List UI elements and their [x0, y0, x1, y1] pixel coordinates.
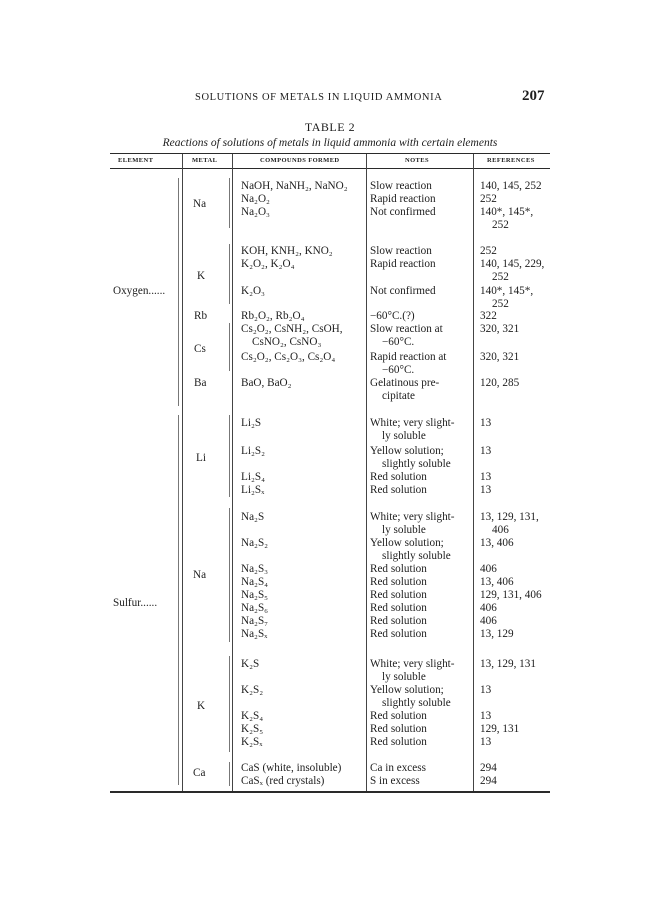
- note: Red solution: [370, 723, 427, 735]
- metal-na: Na: [193, 198, 207, 210]
- col-header-notes: NOTES: [405, 157, 430, 164]
- note: White; very slight-: [370, 417, 455, 429]
- col-header-element: ELEMENT: [118, 157, 154, 164]
- compound: Li₂S₂: [241, 445, 265, 457]
- metal-brace: [229, 508, 230, 642]
- compound: CaSₓ (red crystals): [241, 775, 325, 787]
- element-sulfur: Sulfur......: [113, 597, 158, 609]
- compound: Na₂Sₓ: [241, 628, 268, 640]
- note: Red solution: [370, 484, 427, 496]
- note: Not confirmed: [370, 285, 436, 297]
- reference: 13: [480, 684, 492, 696]
- metal-na: Na: [193, 569, 207, 581]
- note: Red solution: [370, 602, 427, 614]
- note: Ca in excess: [370, 762, 426, 774]
- col-divider: [473, 154, 474, 791]
- reference: 13: [480, 736, 492, 748]
- note: Rapid reaction: [370, 193, 436, 205]
- metal-rb: Rb: [194, 310, 208, 322]
- note: Slow reaction at: [370, 323, 443, 335]
- top-rule: [110, 153, 550, 154]
- note: Slow reaction: [370, 180, 432, 192]
- compound: Cs₂O₂, Cs₂O₃, Cs₂O₄: [241, 351, 336, 363]
- metal-li: Li: [196, 452, 206, 464]
- compound: CsNO₂, CsNO₃: [252, 336, 322, 348]
- reference: 252: [492, 271, 509, 283]
- metal-ca: Ca: [193, 767, 206, 779]
- col-divider: [366, 154, 367, 791]
- note: S in excess: [370, 775, 420, 787]
- compound: Na₂S₅: [241, 589, 269, 601]
- metal-brace: [229, 415, 230, 497]
- note: Yellow solution;: [370, 445, 444, 457]
- compound: Na₂S₄: [241, 576, 269, 588]
- compound: Li₂Sₓ: [241, 484, 265, 496]
- reference: 406: [492, 524, 509, 536]
- running-title: SOLUTIONS OF METALS IN LIQUID AMMONIA: [195, 92, 443, 103]
- metal-brace: [229, 656, 230, 752]
- compound: K₂S₂: [241, 684, 264, 696]
- note: Slow reaction: [370, 245, 432, 257]
- reference: 406: [480, 563, 497, 575]
- reference: 252: [480, 193, 497, 205]
- note: Red solution: [370, 576, 427, 588]
- note: Red solution: [370, 563, 427, 575]
- metal-ba: Ba: [194, 377, 207, 389]
- reference: 406: [480, 615, 497, 627]
- element-brace: [178, 415, 179, 785]
- table-caption: Reactions of solutions of metals in liquid ammonia with certain elements: [162, 137, 498, 149]
- compound: CaS (white, insoluble): [241, 762, 342, 774]
- note: −60°C.(?): [370, 310, 415, 322]
- note: cipitate: [382, 390, 415, 402]
- note: Yellow solution;: [370, 537, 444, 549]
- page-number: 207: [522, 88, 545, 104]
- compound: BaO, BaO₂: [241, 377, 292, 389]
- note: Red solution: [370, 736, 427, 748]
- col-divider: [232, 154, 233, 791]
- note: Gelatinous pre-: [370, 377, 440, 389]
- compound: Li₂S₄: [241, 471, 265, 483]
- reference: 252: [492, 219, 509, 231]
- reference: 252: [480, 245, 497, 257]
- metal-k: K: [197, 700, 206, 712]
- reference: 140, 145, 252: [480, 180, 542, 192]
- reference: 13, 129, 131,: [480, 511, 539, 523]
- reference: 294: [480, 762, 497, 774]
- reference: 120, 285: [480, 377, 520, 389]
- compound: Rb₂O₂, Rb₂O₄: [241, 310, 305, 322]
- col-header-metal: METAL: [192, 157, 218, 164]
- compound: Li₂S: [241, 417, 262, 429]
- note: Not confirmed: [370, 206, 436, 218]
- compound: Na₂S₃: [241, 563, 269, 575]
- note: slightly soluble: [382, 697, 451, 709]
- reference: 294: [480, 775, 497, 787]
- element-brace: [178, 178, 179, 406]
- reference: 406: [480, 602, 497, 614]
- metal-k: K: [197, 270, 206, 282]
- note: Red solution: [370, 471, 427, 483]
- reference: 140*, 145*,: [480, 206, 534, 218]
- note: slightly soluble: [382, 550, 451, 562]
- note: ly soluble: [382, 524, 426, 536]
- reference: 252: [492, 298, 509, 310]
- compound: K₂S₄: [241, 710, 264, 722]
- reference: 322: [480, 310, 497, 322]
- metal-brace: [229, 762, 230, 786]
- col-header-compounds: COMPOUNDS FORMED: [260, 157, 340, 164]
- note: Rapid reaction at: [370, 351, 447, 363]
- note: slightly soluble: [382, 458, 451, 470]
- compound: Na₂S: [241, 511, 265, 523]
- compound: K₂Sₓ: [241, 736, 263, 748]
- note: Red solution: [370, 628, 427, 640]
- reference: 140, 145, 229,: [480, 258, 545, 270]
- compound: K₂S: [241, 658, 260, 670]
- compound: Na₂S₇: [241, 615, 269, 627]
- note: ly soluble: [382, 671, 426, 683]
- note: −60°C.: [382, 336, 415, 348]
- header-rule: [110, 168, 550, 169]
- reference: 13: [480, 710, 492, 722]
- note: White; very slight-: [370, 658, 455, 670]
- note: Red solution: [370, 710, 427, 722]
- reference: 13, 129, 131: [480, 658, 536, 670]
- reference: 13: [480, 417, 492, 429]
- reference: 13, 129: [480, 628, 514, 640]
- table-title: TABLE 2: [304, 120, 356, 134]
- metal-brace: [229, 323, 230, 371]
- reference: 320, 321: [480, 323, 520, 335]
- reference: 13, 406: [480, 537, 514, 549]
- compound: K₂S₅: [241, 723, 264, 735]
- compound: Na₂O₃: [241, 206, 270, 218]
- note: Red solution: [370, 615, 427, 627]
- compound: Na₂S₂: [241, 537, 269, 549]
- reference: 129, 131, 406: [480, 589, 542, 601]
- element-oxygen: Oxygen......: [113, 285, 166, 297]
- reference: 129, 131: [480, 723, 520, 735]
- note: ly soluble: [382, 430, 426, 442]
- compound: KOH, KNH₂, KNO₂: [241, 245, 333, 257]
- compound: NaOH, NaNH₂, NaNO₂: [241, 180, 348, 192]
- note: White; very slight-: [370, 511, 455, 523]
- reference: 140*, 145*,: [480, 285, 534, 297]
- note: Yellow solution;: [370, 684, 444, 696]
- reference: 13: [480, 484, 492, 496]
- col-divider: [182, 154, 183, 791]
- reference: 13: [480, 471, 492, 483]
- compound: Cs₂O₂, CsNH₂, CsOH,: [241, 323, 343, 335]
- bottom-rule: [110, 791, 550, 793]
- note: Rapid reaction: [370, 258, 436, 270]
- compound: Na₂S₆: [241, 602, 269, 614]
- metal-brace: [229, 244, 230, 304]
- metal-cs: Cs: [194, 343, 206, 355]
- note: Red solution: [370, 589, 427, 601]
- reference: 13, 406: [480, 576, 514, 588]
- note: −60°C.: [382, 364, 415, 376]
- compound: K₂O₃: [241, 285, 265, 297]
- col-header-references: REFERENCES: [487, 157, 535, 164]
- reference: 13: [480, 445, 492, 457]
- metal-brace: [229, 178, 230, 228]
- compound: Na₂O₂: [241, 193, 270, 205]
- compound: K₂O₂, K₂O₄: [241, 258, 295, 270]
- reference: 320, 321: [480, 351, 520, 363]
